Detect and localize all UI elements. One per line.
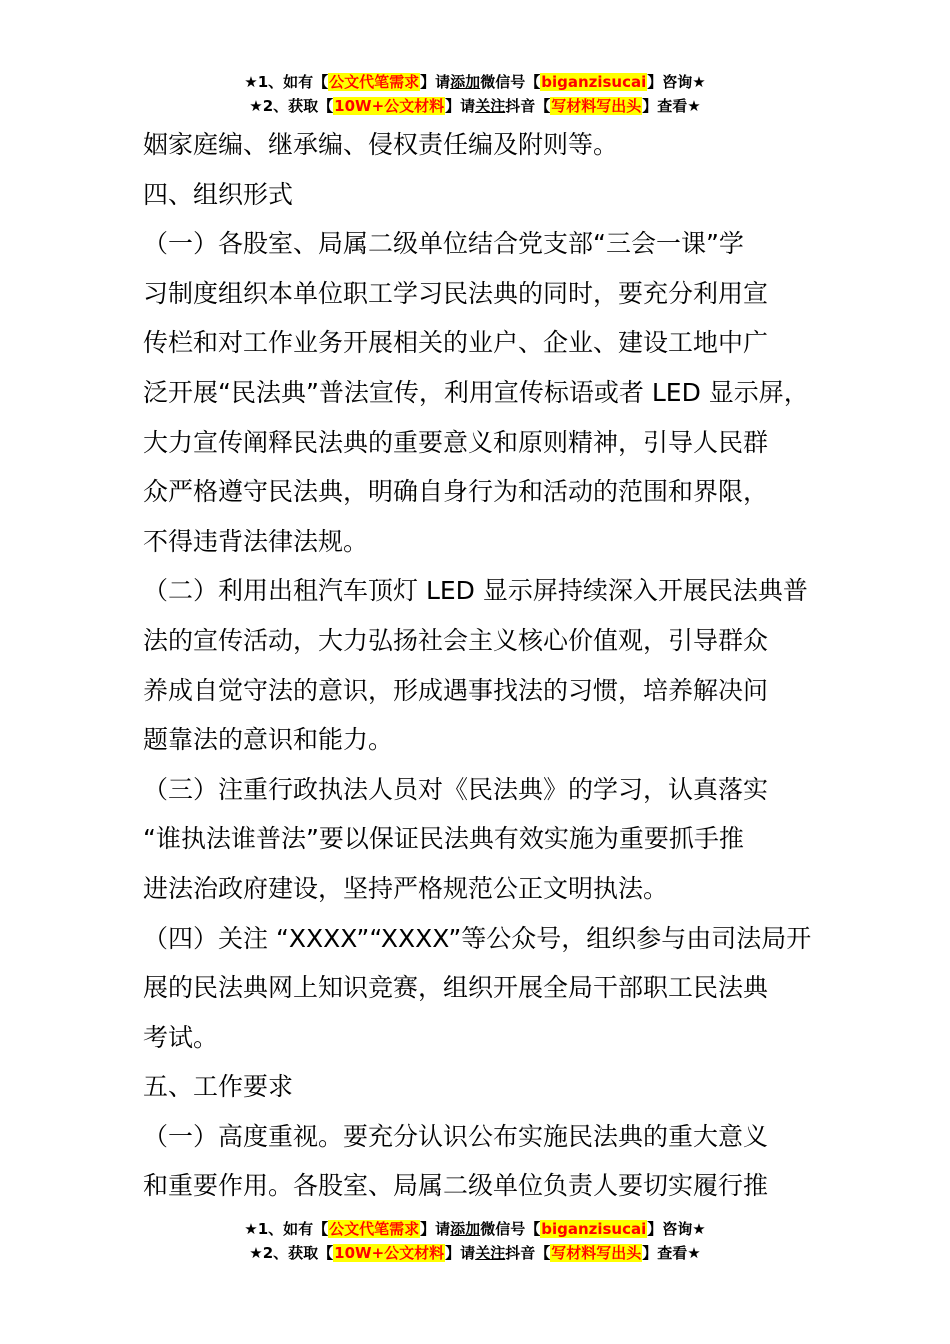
body-line: （二）利用出租汽车顶灯 LED 显示屏持续深入开展民法典普: [143, 576, 808, 606]
body-line: （一）高度重视。要充分认识公布实施民法典的重大意义: [143, 1121, 769, 1151]
body-line: 习制度组织本单位职工学习民法典的同时，要充分利用宣: [143, 278, 769, 308]
highlight-douyin: 写材料写出头: [551, 1244, 642, 1262]
body-line: “谁执法谁普法”要以保证民法典有效实施为重要抓手推: [143, 824, 744, 854]
body-line: 众严格遵守民法典，明确自身行为和活动的范围和界限，: [143, 477, 769, 507]
body-line: （三）注重行政执法人员对《民法典》的学习，认真落实: [143, 774, 769, 804]
promo-line-2: ★2、获取【10W+公文材料】请关注抖音【写材料写出头】查看★: [249, 1244, 701, 1262]
promo-line-1: ★1、如有【公文代笔需求】请添加微信号【biganzisucai】咨询★: [244, 73, 706, 91]
promo-line-2: ★2、获取【10W+公文材料】请关注抖音【写材料写出头】查看★: [249, 97, 701, 115]
star-icon: ★: [244, 73, 258, 91]
body-line: 大力宣传阐释民法典的重要意义和原则精神，引导人民群: [143, 427, 769, 457]
section-heading: 四、组织形式: [143, 179, 294, 209]
highlight-wechat-id: biganzisucai: [541, 1220, 647, 1238]
star-icon: ★: [249, 1244, 263, 1262]
body-line: 传栏和对工作业务开展相关的业户、企业、建设工地中广: [143, 328, 769, 358]
body-line: 养成自觉守法的意识，形成遇事找法的习惯，培养解决问: [143, 675, 769, 705]
star-icon: ★: [687, 97, 701, 115]
promo-banner-top: [0, 70, 950, 118]
star-icon: ★: [244, 1220, 258, 1238]
highlight-service: 公文代笔需求: [329, 73, 420, 91]
promo-banner-bottom: [0, 1217, 950, 1265]
highlight-douyin: 写材料写出头: [551, 97, 642, 115]
star-icon: ★: [687, 1244, 701, 1262]
body-line: （四）关注 “XXXX”“XXXX”等公众号，组织参与由司法局开: [143, 923, 812, 953]
body-line: （一）各股室、局属二级单位结合党支部“三会一课”学: [143, 229, 744, 259]
highlight-materials: 10W+公文材料: [334, 1244, 445, 1262]
star-icon: ★: [692, 1220, 706, 1238]
section-heading: 五、工作要求: [143, 1072, 294, 1102]
body-line: 泛开展“民法典”普法宣传，利用宣传标语或者 LED 显示屏，: [143, 377, 809, 407]
body-line: 法的宣传活动，大力弘扬社会主义核心价值观，引导群众: [143, 625, 769, 655]
body-line: 不得违背法律法规。: [143, 526, 369, 556]
highlight-materials: 10W+公文材料: [334, 97, 445, 115]
body-line: 进法治政府建设，坚持严格规范公正文明执法。: [143, 873, 669, 903]
body-line: 展的民法典网上知识竞赛，组织开展全局干部职工民法典: [143, 973, 769, 1003]
body-line: 姻家庭编、继承编、侵权责任编及附则等。: [143, 130, 619, 159]
highlight-service: 公文代笔需求: [329, 1220, 420, 1238]
body-line: 考试。: [143, 1022, 219, 1052]
promo-line-1: ★1、如有【公文代笔需求】请添加微信号【biganzisucai】咨询★: [244, 1220, 706, 1238]
star-icon: ★: [249, 97, 263, 115]
highlight-wechat-id: biganzisucai: [541, 73, 647, 91]
body-line: 和重要作用。各股室、局属二级单位负责人要切实履行推: [143, 1171, 769, 1201]
star-icon: ★: [692, 73, 706, 91]
body-line: 题靠法的意识和能力。: [143, 725, 394, 755]
document-body: [143, 120, 843, 1211]
